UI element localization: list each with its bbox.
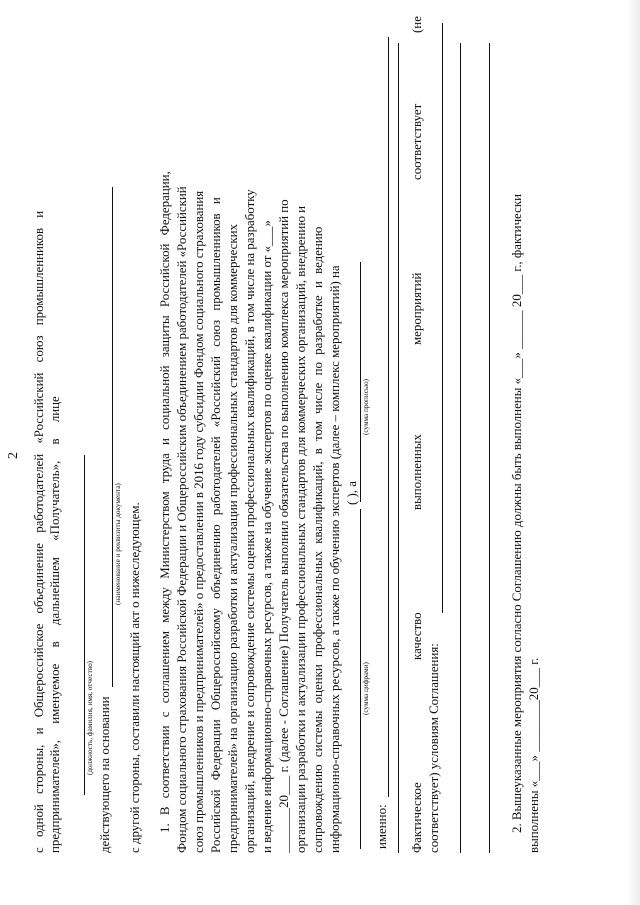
table-cell-4: мероприятий [410, 272, 424, 345]
p2-line-2: выполнены «___» ________20___ г. [527, 657, 541, 853]
p1-line-9: организации разработки и актуализации профессиональных стандартов для коммерческих организаций, внедрению и [294, 205, 308, 853]
caption-sum-words: (сумма прописью) [362, 379, 370, 435]
p1-line-2: Фондом социального страхования Российской Федерации и Общероссийским объединением работодателей «Российский [175, 186, 189, 853]
intro-line-1: с одной стороны, и Общероссийское объединение работодателей «Российский союз промышленников и [32, 210, 46, 853]
p1-line-1: 1. В соответствии с соглашением между Министерством труда и социальной защиты Российской Федерации, [158, 171, 172, 833]
p1-line-8: _______20___ г. (далее - Соглашение) Получатель выполнил обязательства по выполнению комплекса мероприятий по [277, 199, 291, 853]
blank-document-name [112, 187, 113, 687]
p1-line-10: сопровождению системы оценки профессиональных квалификаций, в том числе по разработке и ведению [311, 226, 325, 853]
caption-position-name: (должность, фамилия, имя, отчество) [86, 660, 94, 775]
intro-line-4: с другой стороны, составили настоящий акт о нижеследующем. [128, 502, 142, 853]
blank-sum-digits [360, 509, 361, 849]
caption-sum-digits: (сумма цифрами) [362, 662, 370, 715]
table-row-2: соответствует) условиям Соглашения: [427, 643, 441, 853]
table-top-rule [398, 43, 399, 853]
intro-line-2: предпринимателей», именуемое в дальнейшем «Получатель», в лице [48, 396, 62, 853]
p1-line-5: предпринимателей» на организацию разработки и актуализации профессиональных стандартов для коммерческих [226, 224, 240, 853]
blank-position-name [84, 455, 85, 795]
p1-line-7: и ведение информационно-справочных ресурсов, а также на обучение экспертов по оценке квалификации от «___» [260, 220, 274, 853]
table-cell-3: выполненных [410, 434, 424, 510]
p2-line-1: 2. Вышеуказанные мероприятия согласно Соглашению должны быть выполнены «___» ______ 20___ г., фактически [510, 194, 524, 833]
caption-document-name: (наименование и реквизиты документа) [114, 483, 122, 605]
table-cell-5: соответствует [410, 103, 424, 180]
table-cell-1: Фактическое [410, 782, 424, 853]
blank-sum-words [360, 262, 361, 502]
p1-line-11: информационно-справочных ресурсов, а также по обучению экспертов (далее – комплекс мероприятий) на [328, 265, 342, 853]
blank-compliance [442, 23, 443, 613]
table-cell-2: качество [410, 612, 424, 660]
table-cell-6: (не [410, 16, 424, 33]
p1-line-6: организаций, внедрение и сопровождение системы оценки профессиональных квалификаций, в том числе на разработку [243, 189, 257, 853]
table-bottom-rule [460, 43, 461, 853]
p1-line-3: союз промышленников и предпринимателей» о предоставлении в 2016 году субсидии Фондом социального страхования [192, 190, 206, 853]
sum-brackets: ( ), а [345, 481, 359, 505]
p1-line-4: Российской Федерации Общероссийскому объединению работодателей «Российский союз промышленников и [209, 197, 223, 853]
page-number: 2 [6, 452, 21, 459]
section-divider [489, 43, 490, 853]
scan-edge-shadow [626, 0, 640, 905]
p1-line-13: именно: [375, 804, 389, 849]
intro-line-3: действующего на основании [98, 696, 112, 853]
blank-specifics [388, 37, 389, 797]
